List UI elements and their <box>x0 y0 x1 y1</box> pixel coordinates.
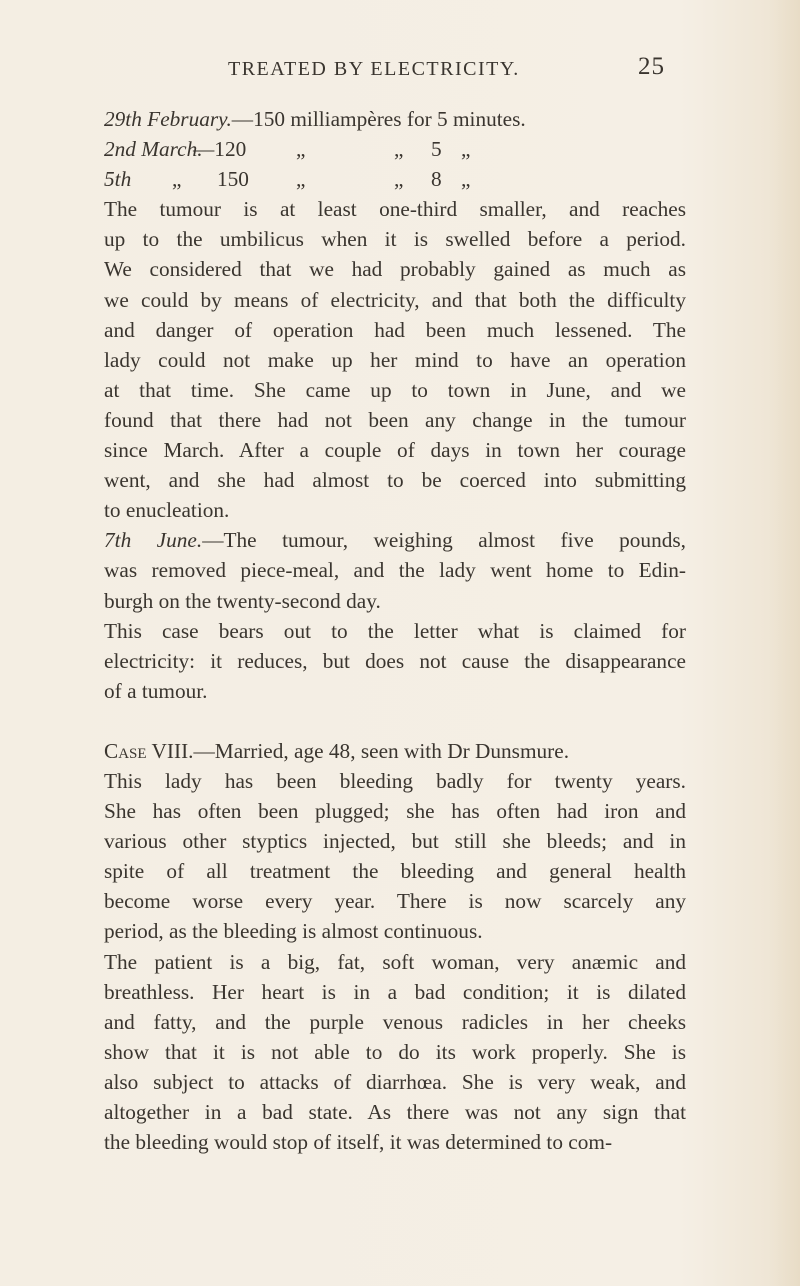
dosage-ditto: „ <box>461 137 471 162</box>
paragraph-date: 7th June. <box>104 528 203 553</box>
text-line: breathless. Her heart is in a bad condition; it is dilated <box>104 979 686 1004</box>
text-line: lady could not make up her mind to have an operation <box>104 347 686 372</box>
text-line: The patient is a big, fat, soft woman, very anæmic and <box>104 949 686 974</box>
body-text <box>104 104 686 1157</box>
text-line: This case bears out to the letter what is claimed for <box>104 618 686 643</box>
dosage-date: 5th <box>104 167 132 192</box>
dosage-text: —150 milliampères for 5 minutes. <box>231 107 526 131</box>
text-line: at that time. She came up to town in June, and we <box>104 377 686 402</box>
text-line: we could by means of electricity, and that both the difficulty <box>104 287 686 312</box>
text-line: was removed piece-meal, and the lady went home to Edin- <box>104 558 686 583</box>
case-label: Case <box>104 738 147 763</box>
text-line: the bleeding would stop of itself, it was determined to com- <box>104 1130 613 1155</box>
text-segment: —The tumour, weighing almost five pounds, <box>202 528 686 553</box>
text-line: She has often been plugged; she has often had iron and <box>104 799 686 824</box>
paragraph <box>104 947 686 1158</box>
paragraph <box>104 766 686 947</box>
text-line: We considered that we had probably gained as much as <box>104 257 686 282</box>
dosage-amount: 150 <box>217 167 249 192</box>
dosage-minutes: 5 <box>431 137 442 162</box>
dosage-ditto: „ <box>394 167 404 192</box>
text-line: period, as the bleeding is almost continuous. <box>104 919 483 944</box>
text-line: also subject to attacks of diarrhœa. She is very weak, and <box>104 1069 686 1094</box>
text-line <box>104 525 686 555</box>
text-line: altogether in a bad state. As there was not any sign that <box>104 1100 686 1124</box>
text-line: The tumour is at least one-third smaller, and reaches <box>104 197 686 222</box>
dosage-ditto: „ <box>172 167 182 192</box>
case-description: —Married, age 48, seen with Dr Dunsmure. <box>193 738 570 763</box>
text-line: spite of all treatment the bleeding and general health <box>104 859 686 884</box>
text-line: This lady has been bleeding badly for twenty years. <box>104 768 686 793</box>
paragraph <box>104 525 686 615</box>
dosage-ditto: „ <box>296 137 306 162</box>
text-line: and fatty, and the purple venous radicles in her cheeks <box>104 1009 686 1034</box>
dosage-row <box>104 134 686 164</box>
text-line <box>104 736 686 766</box>
dosage-ditto: „ <box>394 137 404 162</box>
dosage-ditto: „ <box>296 167 306 192</box>
text-line: went, and she had almost to be coerced into submitting <box>104 468 686 493</box>
paragraph <box>104 616 686 706</box>
dosage-row <box>104 104 686 134</box>
case-heading-paragraph <box>104 736 686 766</box>
dosage-amount: —120 <box>193 137 247 162</box>
dosage-row <box>104 164 686 194</box>
case-number: VIII. <box>151 738 194 763</box>
text-line: electricity: it reduces, but does not cause the disappearance <box>104 648 686 673</box>
dosage-date: 29th February. <box>104 107 232 131</box>
text-line: various other styptics injected, but still she bleeds; and in <box>104 829 686 854</box>
text-line: up to the umbilicus when it is swelled before a period. <box>104 227 686 252</box>
text-line: burgh on the twenty-second day. <box>104 588 381 613</box>
text-line: become worse every year. There is now scarcely any <box>104 889 686 914</box>
text-line: and danger of operation had been much lessened. The <box>104 317 686 342</box>
text-line: of a tumour. <box>104 678 208 703</box>
text-line: to enucleation. <box>104 498 230 523</box>
text-line: show that it is not able to do its work properly. She is <box>104 1039 686 1064</box>
text-line: found that there had not been any change in the tumour <box>104 407 686 432</box>
dosage-ditto: „ <box>461 167 471 192</box>
dosage-minutes: 8 <box>431 167 442 192</box>
paragraph <box>104 194 686 525</box>
running-header: TREATED BY ELECTRICITY. <box>228 58 520 80</box>
dosage-date: 2nd March. <box>104 137 203 162</box>
text-line: since March. After a couple of days in town her courage <box>104 438 686 463</box>
page-number: 25 <box>638 53 665 80</box>
section-gap <box>104 706 686 736</box>
